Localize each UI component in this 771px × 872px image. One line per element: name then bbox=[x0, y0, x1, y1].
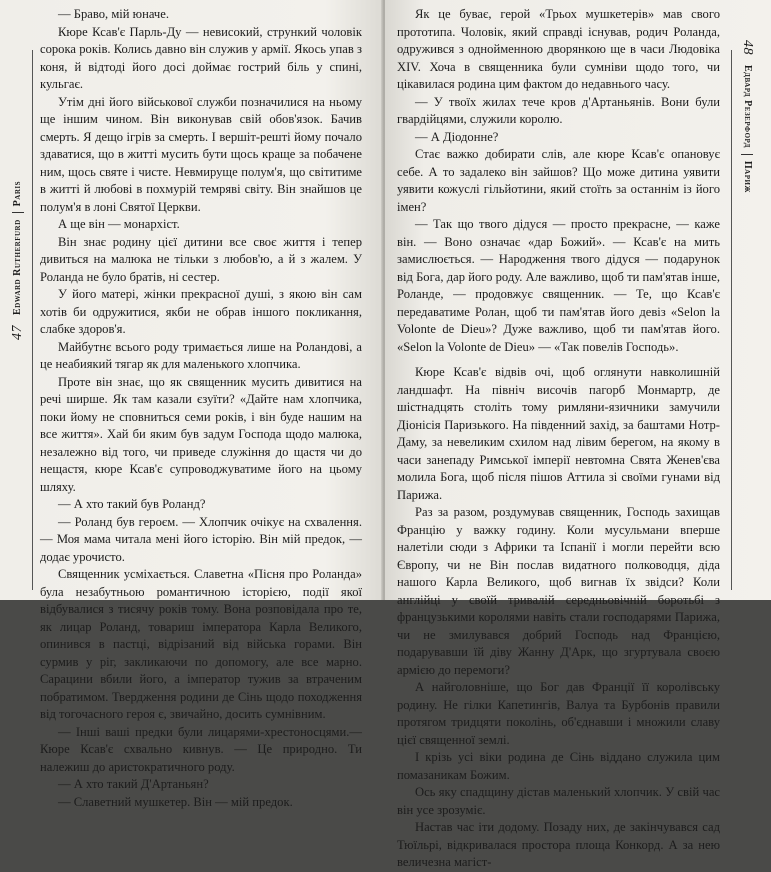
left-page-text bbox=[40, 6, 362, 811]
paragraph: Утім дні його військової служби позначилися на ньому ще іншим чином. Він виконував свій обов'язок. Бачив смерть. Я дещо ігрів за смерть. І вершіт-решті йому почало здаватися, що в житті мусить бути щось краще за побачене ним, щось святе і чисте. Невмируще полум'я, що світитиме в житті й любові в похмурій темряві світу. Він знайшов це полум'я в лоні Святої Церкви. bbox=[40, 94, 362, 214]
paragraph: А найголовніше, що Бог дав Франції її королівську родину. Не гілки Капетингів, Валуа та Бурбонів правили протягом тридцяти поколінь, об'єднавши і множили славу цієї священної землі. bbox=[397, 680, 720, 747]
paragraph: Настав час іти додому. Позаду них, де закінчувався сад Тюїльрі, відкривалася простора площа Конкорд. А за нею величезна магіст- bbox=[397, 820, 720, 869]
paragraph: — Славетний мушкетер. Він — мій предок. bbox=[58, 794, 293, 809]
paragraph: Майбутнє всього роду тримається лише на Роландові, а це неабиякий тягар як для маленького хлопчика. bbox=[40, 339, 362, 371]
paragraph: Як це буває, герой «Трьох мушкетерів» мав свого прототипа. Чоловік, який справді існував, родич Роланда, одружився з однойменною дворянкою ще в часи Людовіка XIV. Хоча в священника були сумніви щодо того, чи цікавилася родина цим фактом до недавнього часу. bbox=[397, 7, 720, 91]
right-running-head-title: Париж bbox=[742, 160, 753, 193]
right-running-head-author: Едвард Резерфорд bbox=[742, 65, 753, 148]
left-running-head-title: Paris bbox=[12, 180, 23, 207]
left-page-number: 47 bbox=[10, 325, 25, 340]
paragraph: — Так що твого дідуся — просто прекрасне, — каже він. — Воно означає «дар Божий». — Ксав'є на мить замислюється. — Народження твого дідуся — подарунок від Бога, дар його роду. Але важливо, щоб ти пам'ятав інше, Роланде, — продовжує священник. — Те, що Ксав'є передаватиме Ролан, щоб ти пам'ятав його девіз «Selon la Volonte de Dieu»? Дуже важливо, щоб ти пам'ятав його. «Selon la Volonte de Dieu» — «Так повелів Господь». bbox=[397, 217, 720, 354]
paragraph: Кюре Ксав'є Парль-Ду — невисокий, стрункий чоловік сорока років. Колись давно він служив у армії. Якось упав з коня, й відтоді його досі доймає гострий біль у спині, кульгає. bbox=[40, 24, 362, 91]
paragraph: — А хто такий Д'Артаньян? bbox=[58, 777, 209, 791]
running-head-separator bbox=[12, 212, 24, 213]
paragraph: — Роланд був героєм. — Хлопчик очікує на схвалення. — Моя мама читала мені його історію. Він мій предок, — додає урочисто. bbox=[40, 514, 362, 564]
left-margin-rule bbox=[32, 50, 33, 590]
right-running-head bbox=[735, 40, 759, 340]
right-page-number: 48 bbox=[740, 40, 755, 55]
running-head-separator bbox=[741, 154, 753, 155]
right-page-text bbox=[397, 6, 720, 872]
right-margin-rule bbox=[731, 50, 732, 590]
paragraph: Ось яку спадщину дістав маленький хлопчик. У свій час він усе зрозуміє. bbox=[397, 785, 720, 817]
paragraph: Раз за разом, роздумував священник, Господь захищав Францію у важку годину. Коли мусульмани вперше налетіли сюди з Африки та Іспанії і могли перейти всю Європу, чи не Він послав видатного полководця, діда нашого Карла Великого, щоб вигнав їх звідси? Коли англійці у своїй тривалій середньовічній боротьбі з французькими королями навіть стали господарями Парижа, чи не змилувався добрий Господь над Францією, подарувавши їй діву Жанну Д'Арк, що згуртувала своєю армією до перемоги? bbox=[397, 505, 720, 677]
paragraph: Проте він знає, що як священник мусить дивитися на речі ширше. Як там казали єзуїти? «Дайте нам хлопчика, поки йому не сповниться семи років, і він буде нашим на все життя». Хай би яким був задум Господа щодо малюка, незалежно від того, чи приведе служіння до щастя чи до нещастя, кюре Ксав'є супроводжуватиме його на цьому шляху. bbox=[40, 374, 362, 494]
paragraph: А ще він — монархіст. bbox=[58, 217, 180, 231]
paragraph: Він знає родину цієї дитини все своє життя і тепер дивиться на малюка не тільки з любов'ю, а й з жалем. У Роланда не було братів, ні сестер. bbox=[40, 234, 362, 284]
paragraph: — А Діодонне? bbox=[415, 129, 499, 144]
left-running-head-author: Edward Rutherfurd bbox=[12, 219, 23, 315]
paragraph: І крізь усі віки родина де Сінь віддано служила цим помазаникам Божим. bbox=[397, 750, 720, 782]
paragraph: Кюре Ксав'є відвів очі, щоб оглянути навколишній ландшафт. На північ височів пагорб Монмартр, де шістнадцять століть тому римляни-язичники замучили Діонісія Паризького. На південний захід, за баштами Нотр-Даму, за невеликим схилом над лівим берегом, на якому в часи занепаду Римської імперії невтомна Свята Женев'єва молила Бога, щоб після пішов Аттила зі своїми гунами від Парижа. bbox=[397, 365, 720, 502]
left-running-head bbox=[6, 40, 30, 340]
paragraph: — А хто такий був Роланд? bbox=[58, 497, 206, 511]
paragraph: — Браво, мій юначе. bbox=[58, 7, 169, 21]
left-page bbox=[0, 0, 383, 809]
paragraph: Стає важко добирати слів, але кюре Ксав'є опановує себе. А то задалеко він зайшов? Що може дитина уявити уявити кожуслі гільйотини, який стоїть за останнім із його імен? bbox=[397, 147, 720, 214]
paragraph: — У твоїх жилах тече кров д'Артаньянів. Вони були гвардійцями, служили королю. bbox=[397, 94, 720, 126]
paragraph: — Інші ваші предки були лицарями-хрестоносцями.— Кюре Ксав'є схвально кивнув. — Це природно. Ти належиш до аристократичного роду. bbox=[40, 724, 362, 774]
right-page bbox=[385, 0, 771, 869]
paragraph: Священник усміхається. Славетна «Пісня про Роланда» була незабутньою романтичною історією, події якої відбувалися з тисячу років тому. Вона розповідала про те, як лицар Роланд, товариш імператора Карла Великого, опинився в пастці, відрізаний від війська горами. Він сурмив у ріг, закликаючи по допомогу, але все марно. Сарацини вбили його, а імператор тужив за втраченим побратимом. Твердження родини де Сінь щодо походження від тогочасного героя є, звичайно, досить сумнівним. bbox=[40, 567, 362, 721]
paragraph: У його матері, жінки прекрасної душі, з якою він сам хотів би одружитися, якби не обрав іншого покликання, слабке здоров'я. bbox=[40, 287, 362, 336]
